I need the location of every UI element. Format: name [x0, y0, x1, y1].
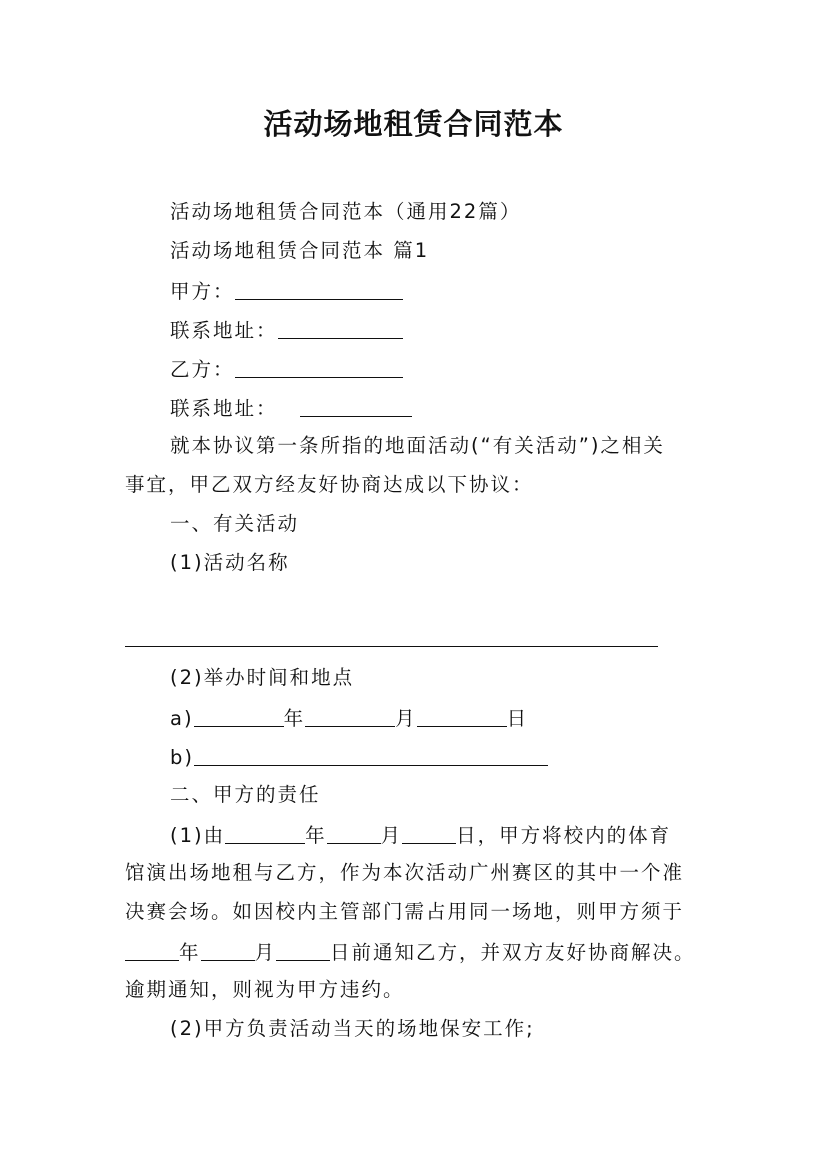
notice-year-label: 年 — [179, 941, 201, 964]
clause-1-day-blank[interactable] — [402, 823, 456, 844]
party-b-address-line — [170, 394, 412, 422]
date-line-a — [170, 704, 528, 732]
day-label: 日 — [506, 707, 529, 730]
party-a-label: 甲方： — [170, 280, 235, 303]
party-a-blank[interactable] — [235, 279, 403, 300]
contact-address-label-2: 联系地址： — [170, 397, 278, 420]
place-b-prefix: b) — [170, 746, 194, 769]
activity-name-blank[interactable] — [125, 646, 658, 647]
day-blank[interactable] — [417, 706, 507, 727]
notice-month-blank[interactable] — [201, 940, 255, 961]
clause-2: (2)甲方负责活动当天的场地保安工作; — [170, 1017, 535, 1040]
clause-1-year-label: 年 — [305, 824, 327, 847]
intro-line-1: 就本协议第一条所指的地面活动(“有关活动”)之相关 — [170, 434, 665, 457]
year-label: 年 — [283, 707, 306, 730]
place-line-b — [170, 743, 548, 771]
clause-1-line-4 — [125, 938, 696, 966]
clause-1-line-1 — [170, 821, 671, 849]
time-place-label: (2)举办时间和地点 — [170, 666, 355, 689]
clause-1-line-3: 决赛会场。如因校内主管部门需占用同一场地，则甲方须于 — [125, 900, 685, 923]
clause-1-line-2: 馆演出场地租与乙方，作为本次活动广州赛区的其中一个准 — [125, 861, 685, 884]
clause-1-prefix: (1)由 — [170, 824, 226, 847]
notice-year-blank[interactable] — [125, 940, 179, 961]
document-title: 活动场地租赁合同范本 — [263, 107, 564, 141]
month-blank[interactable] — [305, 706, 395, 727]
section-heading: 活动场地租赁合同范本 篇1 — [170, 239, 430, 262]
clause-1-line-5: 逾期通知，则视为甲方违约。 — [125, 978, 405, 1001]
party-a-line — [170, 277, 403, 305]
place-blank[interactable] — [194, 745, 548, 766]
party-a-address-blank[interactable] — [278, 318, 403, 339]
clause-1-suffix: 日，甲方将校内的体育 — [456, 824, 672, 847]
party-b-line — [170, 355, 403, 383]
contact-address-label: 联系地址： — [170, 319, 278, 342]
section-2-heading: 二、甲方的责任 — [170, 783, 321, 806]
intro-line-2: 事宜，甲乙双方经友好协商达成以下协议： — [125, 473, 534, 496]
year-blank[interactable] — [194, 706, 284, 727]
party-b-address-blank[interactable] — [300, 396, 412, 417]
clause-1-year-blank[interactable] — [225, 823, 305, 844]
section-1-heading: 一、有关活动 — [170, 512, 300, 535]
activity-name-label: (1)活动名称 — [170, 551, 290, 574]
notice-month-label: 月 — [254, 941, 277, 964]
party-a-address-line — [170, 316, 403, 344]
date-a-prefix: a) — [170, 707, 194, 730]
notice-day-blank[interactable] — [276, 940, 330, 961]
month-label: 月 — [395, 707, 417, 730]
clause-1-line-4-suffix: 日前通知乙方，并双方友好协商解决。 — [330, 941, 696, 964]
clause-1-month-label: 月 — [380, 824, 403, 847]
clause-1-month-blank[interactable] — [327, 823, 381, 844]
party-b-label: 乙方： — [170, 358, 235, 381]
party-b-blank[interactable] — [235, 357, 403, 378]
document-subtitle: 活动场地租赁合同范本（通用22篇） — [170, 200, 522, 223]
